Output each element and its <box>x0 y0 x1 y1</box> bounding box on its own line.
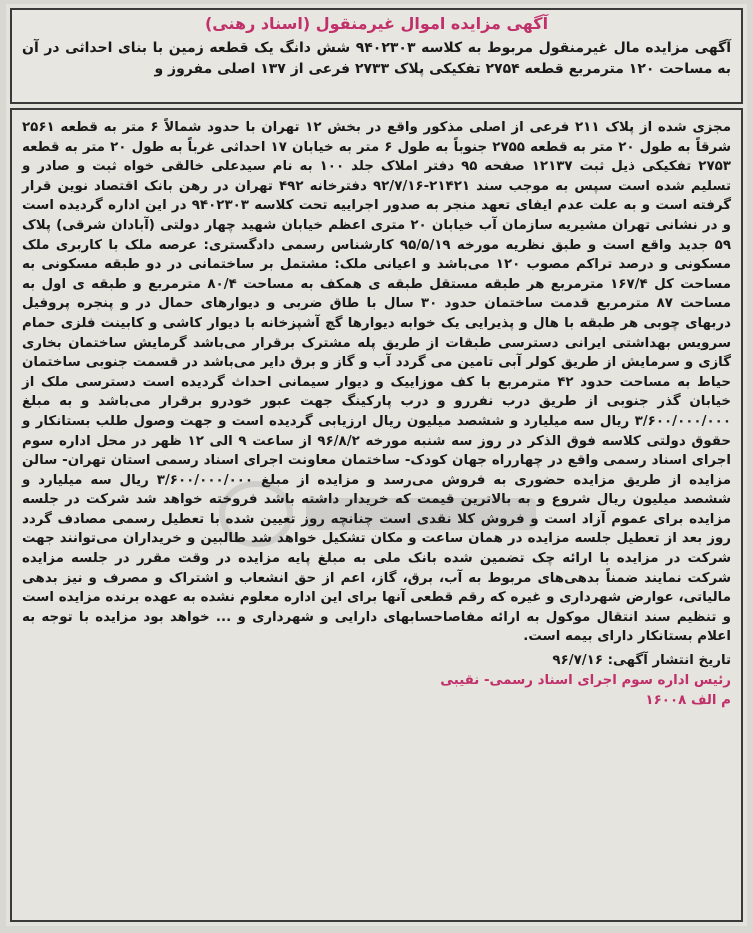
reference-number: م الف ۱۶۰۰۸ <box>645 693 731 709</box>
notice-header-box <box>10 8 743 104</box>
signatory: رئیس اداره سوم اجرای اسناد رسمی- نقیبی <box>440 673 731 689</box>
notice-header-text: آگهی مزایده مال غیرمنقول مربوط به کلاسه ۹۴۰۲۳۰۳ شش دانگ یک قطعه زمین با بنای احداثی در آن به مساحت ۱۲۰ مترمربع قطعه ۲۷۵۴ تفکیکی پلاک ۲۷۳۳ فرعی از ۱۳۷ اصلی مفروز و <box>22 40 732 77</box>
notice-body-text: مجزی شده از پلاک ۲۱۱ فرعی از اصلی مذکور واقع در بخش ۱۲ تهران با حدود شمالاً ۶ متر به قطعه ۲۵۶۱ شرقاً به طول ۲۰ متر به قطعه ۲۷۵۵ جنوباً به طول ۶ متر به خیابان ۱۷ احداثی غرباً به طول ۲۰ متر به قطعه ۲۷۵۳ تفکیکی ذیل ثبت ۱۲۱۳۷ صفحه ۹۵ دفتر املاک جلد ۱۰۰ به نام سیدعلی خالقی خواه ثبت و صادر و تسلیم شده است سپس به موجب سند ۲۱۴۲۱-۹۲/۷/۱۶ دفترخانه ۴۹۲ تهران در رهن بانک اقتصاد نوین قرار گرفته است و به علت عدم ایفای تعهد منجر به صدور اجراییه تحت کلاسه ۹۴۰۲۳۰۳ در این اداره گردیده است و در نشانی تهران مشیریه سازمان آب خیابان ۲۰ متری اعظم خیابان شهید چهار دولتی (آبادان شرقی) پلاک ۵۹ جدید واقع است و طبق نظریه مورخه ۹۵/۵/۱۹ کارشناس رسمی دادگستری: عرصه ملک با کاربری ملک مسکونی و درصد تراکم مصوب ۱۲۰ می‌باشد و اعیانی ملک: مشتمل بر ساختمانی در دو طبقه مسکونی به مساحت کل ۱۶۷/۴ مترمربع هر طبقه مستقل طبقه ی همکف به مساحت ۸۰/۴ مترمربع و طبقه ی اول به مساحت ۸۷ مترمربع قدمت ساختمان حدود ۳۰ سال با طاق ضربی و دیوارهای حمال در و پنجره پروفیل دربهای چوبی هر طبقه با هال و پذیرایی یک خوابه دیوارها گچ آشپزخانه با دیوار کاشی و کابینت فلزی حمام سرویس بهداشتی ایرانی دسترسی طبقات از طریق پله مشترک برقرار می‌باشد گرمایش ساختمان بخاری گازی و سرمایش از طریق کولر آبی تامین می گردد آب و گاز و برق دایر می‌باشد در قسمت جنوبی ساختمان حیاط به مساحت حدود ۴۲ مترمربع با کف موزاییک و دیوار سیمانی احداث گردیده است دسترسی ملک از خیابان گذر جنوبی از طریق درب نفررو و درب پارکینگ جهت عبور خودرو برقرار می‌باشد و به مبلغ ۳/۶۰۰/۰۰۰/۰۰۰ ریال سه میلیارد و ششصد میلیون ریال ارزیابی گردیده است و جهت وصول طلب بستانکار و حقوق دولتی کلاسه فوق الذکر در روز سه شنبه مورخه ۹۶/۸/۲ از ساعت ۹ الی ۱۲ ظهر در محل اداره سوم اجرای اسناد رسمی واقع در چهارراه جهان کودک- ساختمان معاونت اجرای اسناد رسمی استان تهران- سالن مزایده از طریق مزایده حضوری به فروش می‌رسد و مزایده از مبلغ ۳/۶۰۰/۰۰۰/۰۰۰ ریال سه میلیارد و ششصد میلیون ریال شروع و به بالاترین قیمت که خریدار داشته باشد فروخته خواهد شد شرکت در جلسه مزایده برای عموم آزاد است و فروش کلا نقدی است چنانچه روز تعیین شده با تعطیل رسمی مصادف گردد روز بعد از تعطیل جلسه مزایده در همان ساعت و مکان تشکیل خواهد شد طالبین و خریداران می‌توانند جهت شرکت در مزایده با ارائه چک تضمین شده بانک ملی به مبلغ پایه مزایده در وقت مقرر در جلسه مزایده شرکت نمایند ضمناً بدهی‌های مربوط به آب، برق، گاز، اعم از حق انشعاب و اشتراک و مصرف و نیز بدهی مالیاتی، عوارض شهرداری و غیره که رقم قطعی آنها برای این اداره معلوم نشده به عهده برنده مزایده است و تنظیم سند انتقال موکول به ارائه مفاصاحسابهای دارایی و شهرداری و ... خواهد بود مزایده با توجه به اعلام بستانکار دارای بیمه است. <box>22 120 732 645</box>
newspaper-clipping <box>6 4 747 926</box>
notice-title: آگهی مزایده اموال غیرمنقول (اسناد رهنی) <box>204 14 549 33</box>
notice-body-box <box>10 108 743 922</box>
publish-date: تاریخ انتشار آگهی: ۹۶/۷/۱۶ <box>552 653 731 669</box>
notice-footer <box>22 651 731 711</box>
